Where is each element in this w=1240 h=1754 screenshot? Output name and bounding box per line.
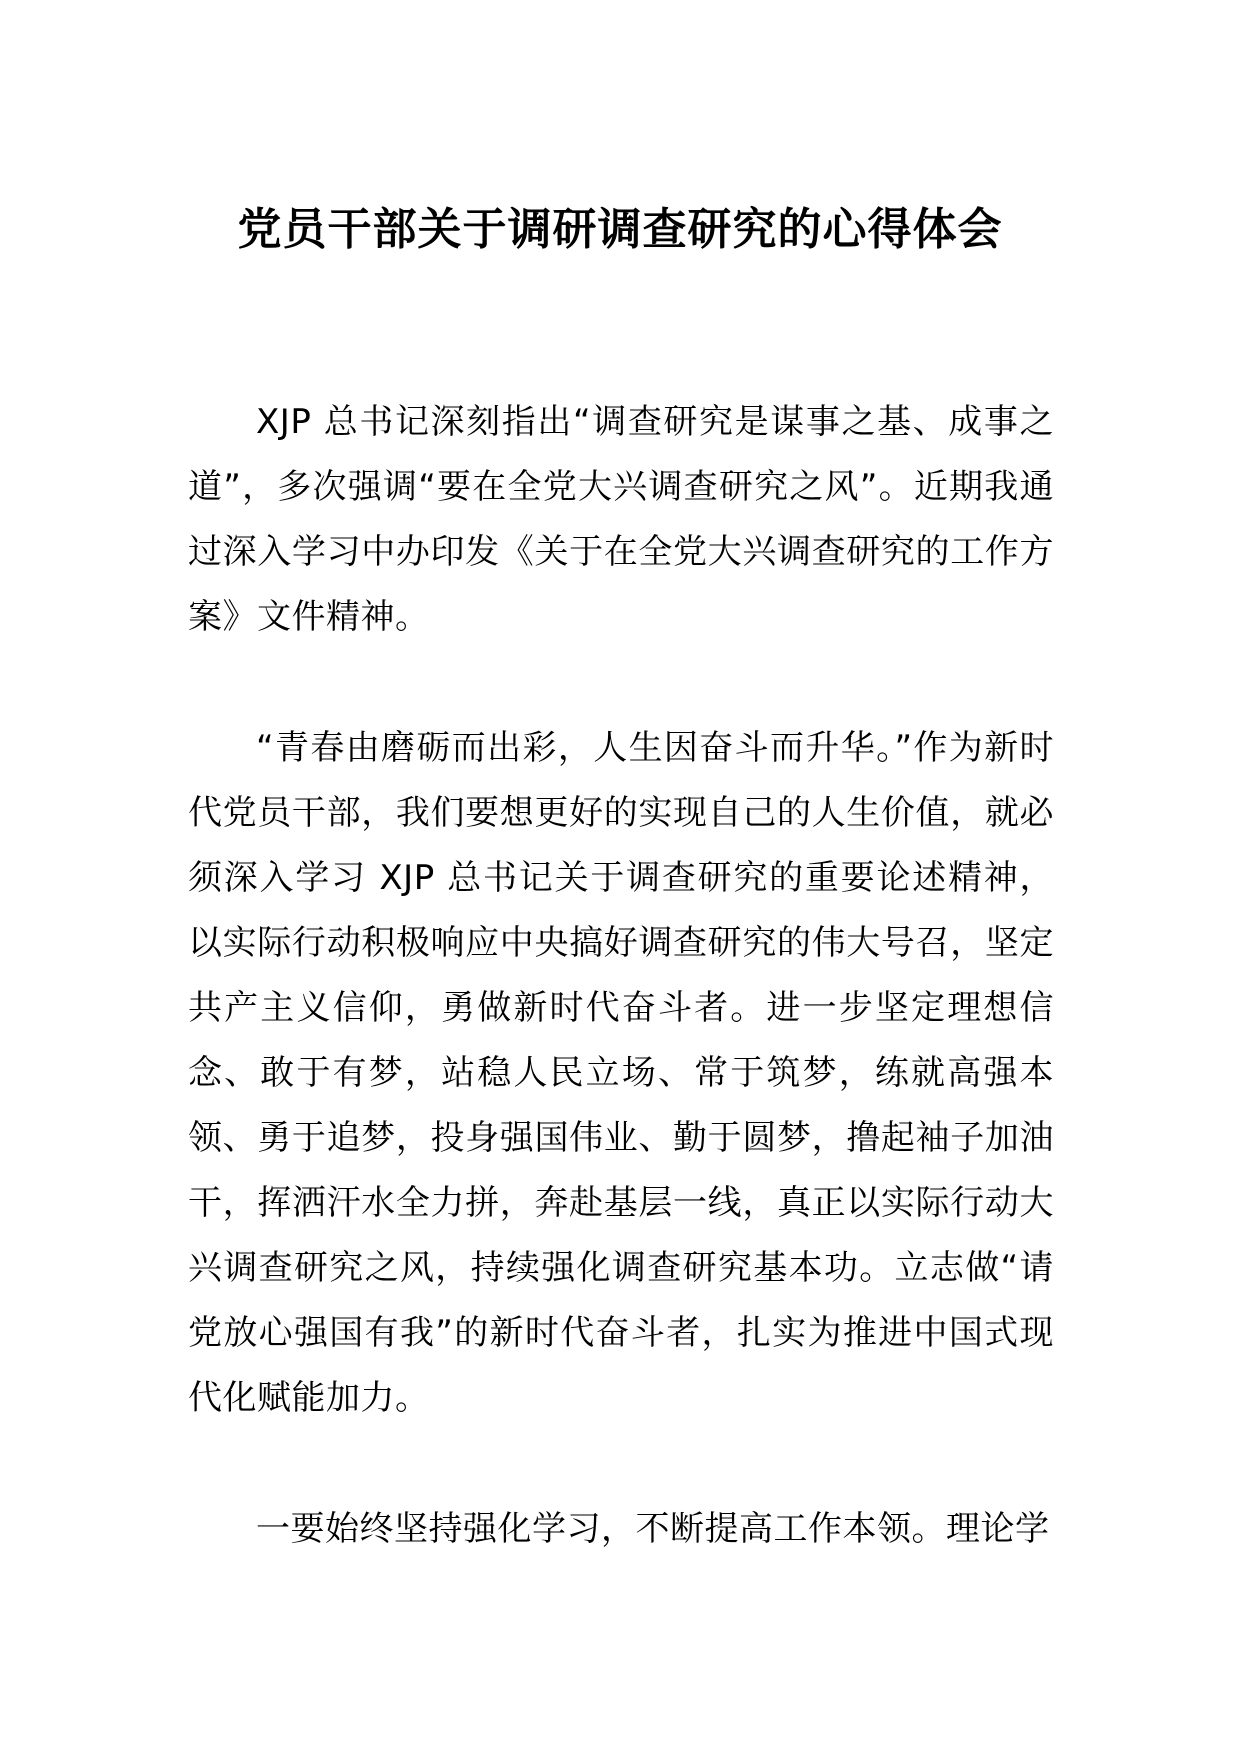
document-title: 党员干部关于调研调查研究的心得体会: [237, 204, 1003, 255]
body-paragraph: “青春由磨砺而出彩，人生因奋斗而升华。”作为新时代党员干部，我们要想更好的实现自己的人生价值，就必须深入学习 XJP 总书记关于调查研究的重要论述精神，以实际行动积极响应中央搞好调查研究的伟大号召，坚定共产主义信仰，勇做新时代奋斗者。进一步坚定理想信念、敢于有梦，站稳人民立场、常于筑梦，练就高强本领、勇于追梦，投身强国伟业、勤于圆梦，撸起袖子加油干，挥洒汗水全力拼，奔赴基层一线，真正以实际行动大兴调查研究之风，持续强化调查研究基本功。立志做“请党放心强国有我”的新时代奋斗者，扎实为推进中国式现代化赋能加力。: [188, 728, 1054, 1418]
body-paragraph: XJP 总书记深刻指出“调查研究是谋事之基、成事之道”，多次强调“要在全党大兴调查研究之风”。近期我通过深入学习中办印发《关于在全党大兴调查研究的工作方案》文件精神。: [188, 402, 1054, 637]
body-paragraph: 一要始终坚持强化学习，不断提高工作本领。理论学: [256, 1509, 1050, 1549]
document-body: [188, 390, 1054, 1628]
